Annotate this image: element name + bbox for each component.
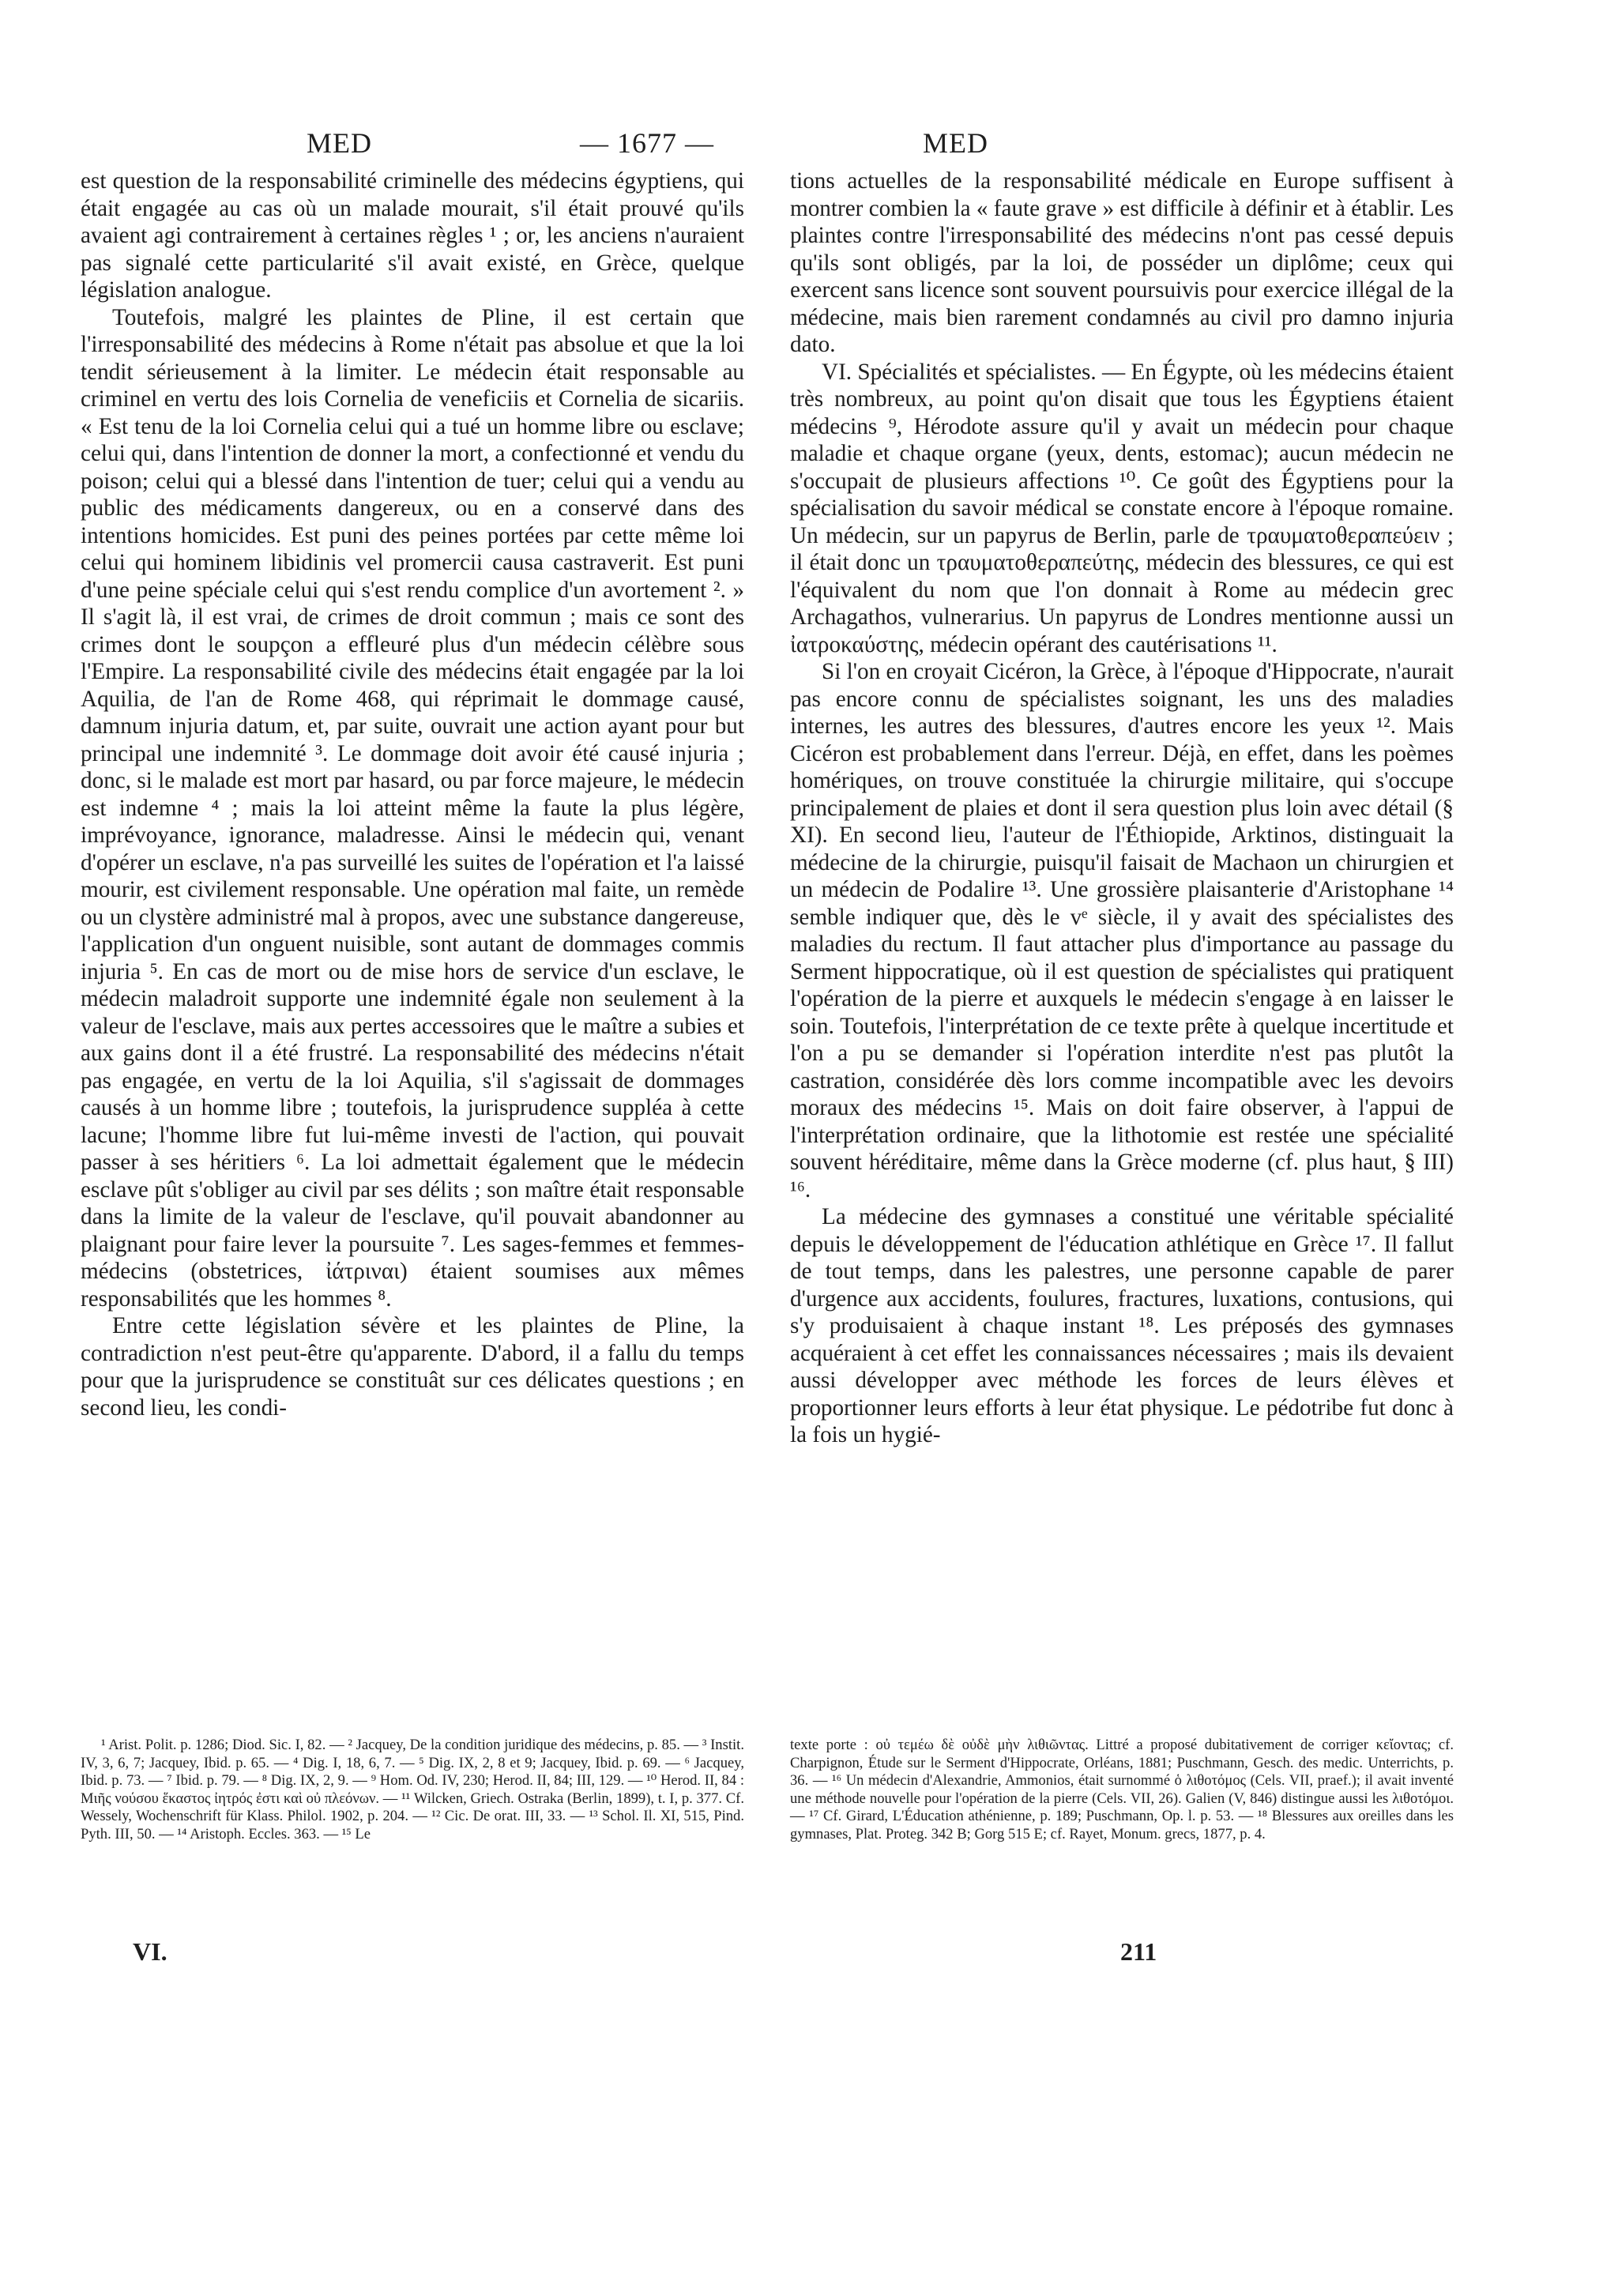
paragraph: tions actuelles de la responsabilité médicale en Europe suffisent à montrer combien la « faute grave » est difficile à définir et à établir. Les plaintes contre l'irresponsabilité des médecins n'ont pas cessé depuis qu'ils sont obligés, par la loi, de posséder un diplôme; ceux qui exercent sans licence sont souvent poursuivis pour exercice illégal de la médecine, mais bien rarement condamnés au civil pro damno injuria dato. xyxy=(790,168,1454,357)
paragraph: Entre cette législation sévère et les plaintes de Pline, la contradiction n'est peut-être qu'apparente. D'abord, il a fallu du temps pour que la jurisprudence se constituât sur ces délicates questions ; en second lieu, les condi- xyxy=(81,1313,744,1421)
left-column xyxy=(81,167,744,1421)
right-column xyxy=(790,167,1454,1449)
section-heading-paragraph: VI. Spécialités et spécialistes. — En Égypte, où les médecins étaient très nombreux, au point qu'on disait que tous les Égyptiens étaient médecins ⁹, Hérodote assure qu'il y avait un médecin pour chaque maladie et chaque organe (yeux, dents, estomac); aucun médecin ne s'occupait de plusieurs affections ¹⁰. Ce goût des Égyptiens pour la spécialisation du savoir médical se constate encore à l'époque romaine. Un médecin, sur un papyrus de Berlin, parle de τραυματοθεραπεύειν ; il était donc un τραυματοθεραπεύτης, médecin des blessures, ce qui est l'équivalent du nom que l'on donnait à Rome au médecin grec Archagathos, vulnerarius. Un papyrus de Londres mentionne aussi un ἰατροκαύστης, médecin opérant des cautérisations ¹¹. xyxy=(790,359,1454,657)
volume-mark: VI. xyxy=(133,1937,167,1966)
paragraph: Toutefois, malgré les plaintes de Pline, il est certain que l'irresponsabilité des médecins à Rome n'était pas absolue et que la loi tendit sérieusement à la limiter. Le médecin était responsable au criminel en vertu des lois Cornelia de veneficiis et Cornelia de sicariis. « Est tenu de la loi Cornelia celui qui a tué un homme libre ou esclave; celui qui, dans l'intention de donner la mort, a confectionné et vendu du poison; celui qui a blessé dans l'intention de tuer; celui qui a vendu au public des médicaments dangereux, ou en a conservé dans des intentions homicides. Est puni des peines portées par cette même loi celui qui hominem libidinis vel promercii causa castraverit. Est puni d'une peine spéciale celui qui s'est rendu complice d'un avortement ². » Il s'agit là, il est vrai, de crimes de droit commun ; mais ce sont des crimes dont le soupçon a effleuré plus d'un médecin célèbre sous l'Empire. La responsabilité civile des médecins était engagée par la loi Aquilia, de l'an de Rome 468, qui réprimait le dommage causé, damnum injuria datum, et, par suite, ouvrait une action ayant pour but principal une indemnité ³. Le dommage doit avoir été causé injuria ; donc, si le malade est mort par hasard, ou par force majeure, le médecin est indemne ⁴ ; mais la loi atteint même la faute la plus légère, imprévoyance, ignorance, maladresse. Ainsi le médecin qui, venant d'opérer un esclave, n'a pas surveillé les suites de l'opération et l'a laissé mourir, est civilement responsable. Une opération mal faite, un remède ou un clystère administré mal à propos, avec une substance dangereuse, l'application d'un onguent nuisible, sont autant de dommages commis injuria ⁵. En cas de mort ou de mise hors de service d'un esclave, le médecin maladroit supporte une indemnité égale non seulement à la valeur de l'esclave, mais aux pertes accessoires que le maître a subies et aux gains dont il a été frustré. La responsabilité des médecins n'était pas engagée, en vertu de la loi Aquilia, s'il s'agissait de dommages causés à un homme libre ; toutefois, la jurisprudence suppléa à cette lacune; l'homme libre fut lui-même investi de l'action, qui pouvait passer à ses héritiers ⁶. La loi admettait également que le médecin esclave pût s'obliger au civil par ses délits ; son maître était responsable dans la limite de la valeur de l'esclave, qu'il pouvait abandonner au plaignant pour faire lever la poursuite ⁷. Les sages-femmes et femmes-médecins (obstetrices, ἰάτριναι) étaient soumises aux mêmes responsabilités que les hommes ⁸. xyxy=(81,304,744,1312)
paragraph: La médecine des gymnases a constitué une véritable spécialité depuis le développement de l'éducation athlétique en Grèce ¹⁷. Il fallut de tout temps, dans les palestres, une personne capable de parer d'urgence aux accidents, foulures, fractures, luxations, contusions, qui s'y produisaient à chaque instant ¹⁸. Les préposés des gymnases acquéraient à cet effet les connaissances nécessaires ; mais ils devaient aussi développer avec méthode les forces de leurs élèves et proportionner leurs efforts à leur état physique. Le pédotribe fut donc à la fois un hygié- xyxy=(790,1204,1454,1447)
footnote-text: texte porte : οὐ τεμέω δὲ οὐδὲ μὴν λιθιῶντας. Littré a proposé dubitativement de corriger κεἴοντας; cf. Charpignon, Étude sur le Serment d'Hippocrate, Orléans, 1881; Puschmann, Gesch. des medic. Unterrichts, p. 36. — ¹⁶ Un médecin d'Alexandrie, Ammonios, était surnommé ὁ λιθοτόμος (Cels. VII, praef.); il avait inventé une méthode nouvelle pour l'opération de la pierre (Cels. VII, 26). Galien (V, 846) distingue aussi les λιθοτόμοι. — ¹⁷ Cf. Girard, L'Éducation athénienne, p. 189; Puschmann, Op. l. p. 53. — ¹⁸ Blessures aux oreilles dans les gymnases, Plat. Proteg. 342 B; Gorg 515 E; cf. Rayet, Monum. grecs, 1877, p. 4. xyxy=(790,1737,1454,1842)
header-left: MED xyxy=(307,127,372,159)
paragraph: Si l'on en croyait Cicéron, la Grèce, à l'époque d'Hippocrate, n'aurait pas encore connu de spécialistes soignant, les uns des maladies internes, les autres des blessures, d'autres encore les yeux ¹². Mais Cicéron est probablement dans l'erreur. Déjà, en effet, dans les poèmes homériques, on trouve constituée la chirurgie militaire, qui s'occupe principalement de plaies et dont il sera question plus loin avec détail (§ XI). En second lieu, l'auteur de l'Éthiopide, Arktinos, distinguait la médecine de la chirurgie, puisqu'il faisait de Machaon un chirurgien et un médecin de Podalire ¹³. Une grossière plaisanterie d'Aristophane ¹⁴ semble indiquer que, dès le vᵉ siècle, il y avait des spécialistes des maladies du rectum. Il faut attacher plus d'importance au passage du Serment hippocratique, où il est question de spécialistes qui pratiquent l'opération de la pierre et auxquels le médecin s'engage à en laisser le soin. Toutefois, l'interprétation de ce texte prête à quelque incertitude et l'on a pu se demander si l'opération interdite n'est pas plutôt la castration, considérée dès lors comme incompatible avec les devoirs moraux des médecins ¹⁵. Mais on doit faire observer, à l'appui de l'interprétation ordinaire, que la lithotomie est restée une spécialité souvent héréditaire, même dans la Grèce moderne (cf. plus haut, § III) ¹⁶. xyxy=(790,659,1454,1203)
paragraph: est question de la responsabilité criminelle des médecins égyptiens, qui était engagée au cas où un malade mourait, s'il était prouvé qu'ils avaient agi contrairement à certaines règles ¹ ; or, les anciens n'auraient pas signalé cette particularité s'il avait existé, en Grèce, quelque législation analogue. xyxy=(81,168,744,303)
page-number: — 1677 — xyxy=(580,127,714,159)
header-right: MED xyxy=(923,127,988,159)
footnote-text: ¹ Arist. Polit. p. 1286; Diod. Sic. I, 82. — ² Jacquey, De la condition juridique des médecins, p. 85. — ³ Instit. IV, 3, 6, 7; Jacquey, Ibid. p. 65. — ⁴ Dig. I, 18, 6, 7. — ⁵ Dig. IX, 2, 8 et 9; Jacquey, Ibid. p. 69. — ⁶ Jacquey, Ibid. p. 73. — ⁷ Ibid. p. 79. — ⁸ Dig. IX, 2, 9. — ⁹ Hom. Od. IV, 230; Herod. II, 84; III, 129. — ¹⁰ Herod. II, 84 : Μιῆς νούσου ἕκαστος ἰητρός ἐστι καὶ οὐ πλεόνων. — ¹¹ Wilcken, Griech. Ostraka (Berlin, 1899), t. I, p. 377. Cf. Wessely, Wochenschrift für Klass. Philol. 1902, p. 204. — ¹² Cic. De orat. III, 33. — ¹³ Schol. Il. XI, 515, Pind. Pyth. III, 50. — ¹⁴ Aristoph. Eccles. 363. — ¹⁵ Le xyxy=(81,1737,744,1842)
footnotes-right xyxy=(790,1737,1454,1844)
footnotes-left xyxy=(81,1737,744,1844)
signature-number: 211 xyxy=(1120,1937,1157,1966)
